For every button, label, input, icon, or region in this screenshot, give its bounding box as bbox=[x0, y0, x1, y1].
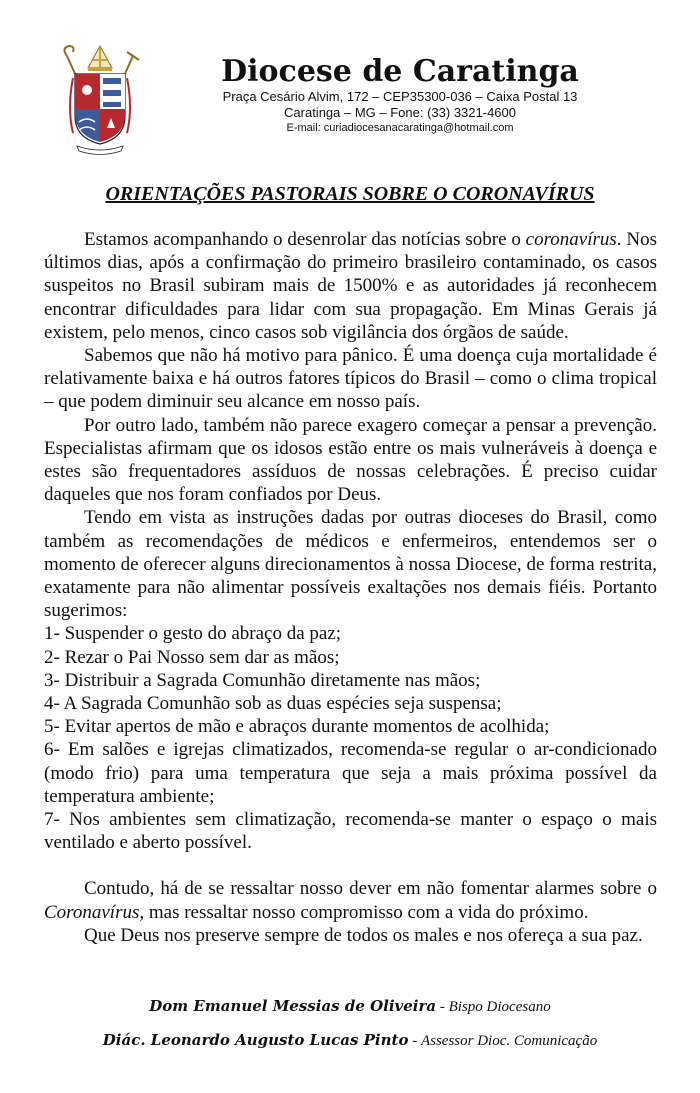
signature-bishop-role: Bispo Diocesano bbox=[448, 999, 551, 1015]
paragraph-directives: Tendo em vista as instruções dadas por outras dioceses do Brasil, como também as recomendações de médicos e enfermeiros, entendemos ser o momento de oferecer alguns direcionamentos à nossa Diocese, de forma restrita, exatamente para não alimentar possíveis exaltações nos demais fiéis. Portanto sugerimos: bbox=[44, 507, 657, 622]
paragraph-intro-text-b: . Nos últimos dias, após a confirmação do primeiro brasileiro contaminado, os casos suspeitos no Brasil subiram mais de 1500% e as autoridades já reconhecem encontrar dificuldades para lidar com sua propagação. Em Minas Gerais já existem, pelo menos, cinco casos sob vigilância dos órgãos de saúde. bbox=[44, 229, 657, 343]
list-item: 2- Rezar o Pai Nosso sem dar as mãos; bbox=[44, 646, 340, 668]
organization-name: Diocese de Caratinga bbox=[221, 54, 579, 89]
paragraph-blessing: Que Deus nos preserve sempre de todos os males e nos ofereça a sua paz. bbox=[84, 924, 643, 946]
signature-deacon-role: Assessor Dioc. Comunicação bbox=[420, 1033, 598, 1049]
list-item: 7- Nos ambientes sem climatização, recomenda-se manter o espaço o mais ventilado e aberto possível. bbox=[44, 809, 657, 854]
paragraph-caution bbox=[44, 877, 657, 923]
signature-deacon-separator: - bbox=[408, 1033, 421, 1049]
signature-deacon-name: Diác. Leonardo Augusto Lucas Pinto bbox=[102, 1031, 409, 1049]
email-line: E-mail: curiadiocesanacaratinga@hotmail.com bbox=[286, 122, 514, 134]
address-line-2: Caratinga – MG – Fone: (33) 3321-4600 bbox=[284, 105, 516, 120]
paragraph-intro bbox=[44, 228, 657, 344]
paragraph-no-panic: Sabemos que não há motivo para pânico. É uma doença cuja mortalidade é relativamente baixa e há outros fatores típicos do Brasil – como o clima tropical – que podem diminuir seu alcance em nosso país. bbox=[44, 345, 657, 413]
paragraph-intro-emphasis: coronavírus bbox=[525, 229, 617, 250]
signature-bishop-separator: - bbox=[436, 999, 449, 1015]
signature-deacon bbox=[0, 1031, 700, 1050]
recommendations-list bbox=[44, 622, 657, 854]
signature-bishop bbox=[0, 997, 700, 1016]
list-item: 4- A Sagrada Comunhão sob as duas espécies seja suspensa; bbox=[44, 693, 502, 715]
spacer bbox=[44, 854, 657, 877]
document-title: ORIENTAÇÕES PASTORAIS SOBRE O CORONAVÍRUS bbox=[105, 183, 595, 205]
paragraph-intro-text-a: Estamos acompanhando o desenrolar das notícias sobre o bbox=[84, 229, 526, 250]
paragraph-caution-text-b: mas ressaltar nosso compromisso com a vida do próximo. bbox=[144, 901, 589, 923]
letterhead bbox=[215, 55, 585, 135]
signature-bishop-name: Dom Emanuel Messias de Oliveira bbox=[149, 997, 437, 1015]
paragraph-caution-text-a: Contudo, há de se ressaltar nosso dever em não fomentar alarmes sobre o bbox=[84, 878, 657, 900]
address-line-1: Praça Cesário Alvim, 172 – CEP35300-036 – Caixa Postal 13 bbox=[222, 89, 578, 104]
list-item: 1- Suspender o gesto do abraço da paz; bbox=[44, 623, 342, 645]
diocese-coat-of-arms-logo bbox=[55, 38, 145, 156]
list-item: 3- Distribuir a Sagrada Comunhão diretamente nas mãos; bbox=[44, 669, 481, 691]
document-body bbox=[44, 228, 657, 947]
paragraph-prevention: Por outro lado, também não parece exagero começar a pensar a prevenção. Especialistas afirmam que os idosos estão entre os mais vulneráveis à doença e estes são frequentadores assíduos de nossas celebrações. É preciso cuidar daqueles que nos foram confiados por Deus. bbox=[44, 414, 657, 506]
list-item: 6- Em salões e igrejas climatizados, recomenda-se regular o ar-condicionado (modo frio) para uma temperatura que seja a mais próxima possível da temperatura ambiente; bbox=[44, 739, 657, 807]
paragraph-caution-emphasis: Coronavírus, bbox=[44, 901, 145, 923]
list-item: 5- Evitar apertos de mão e abraços durante momentos de acolhida; bbox=[44, 716, 550, 738]
